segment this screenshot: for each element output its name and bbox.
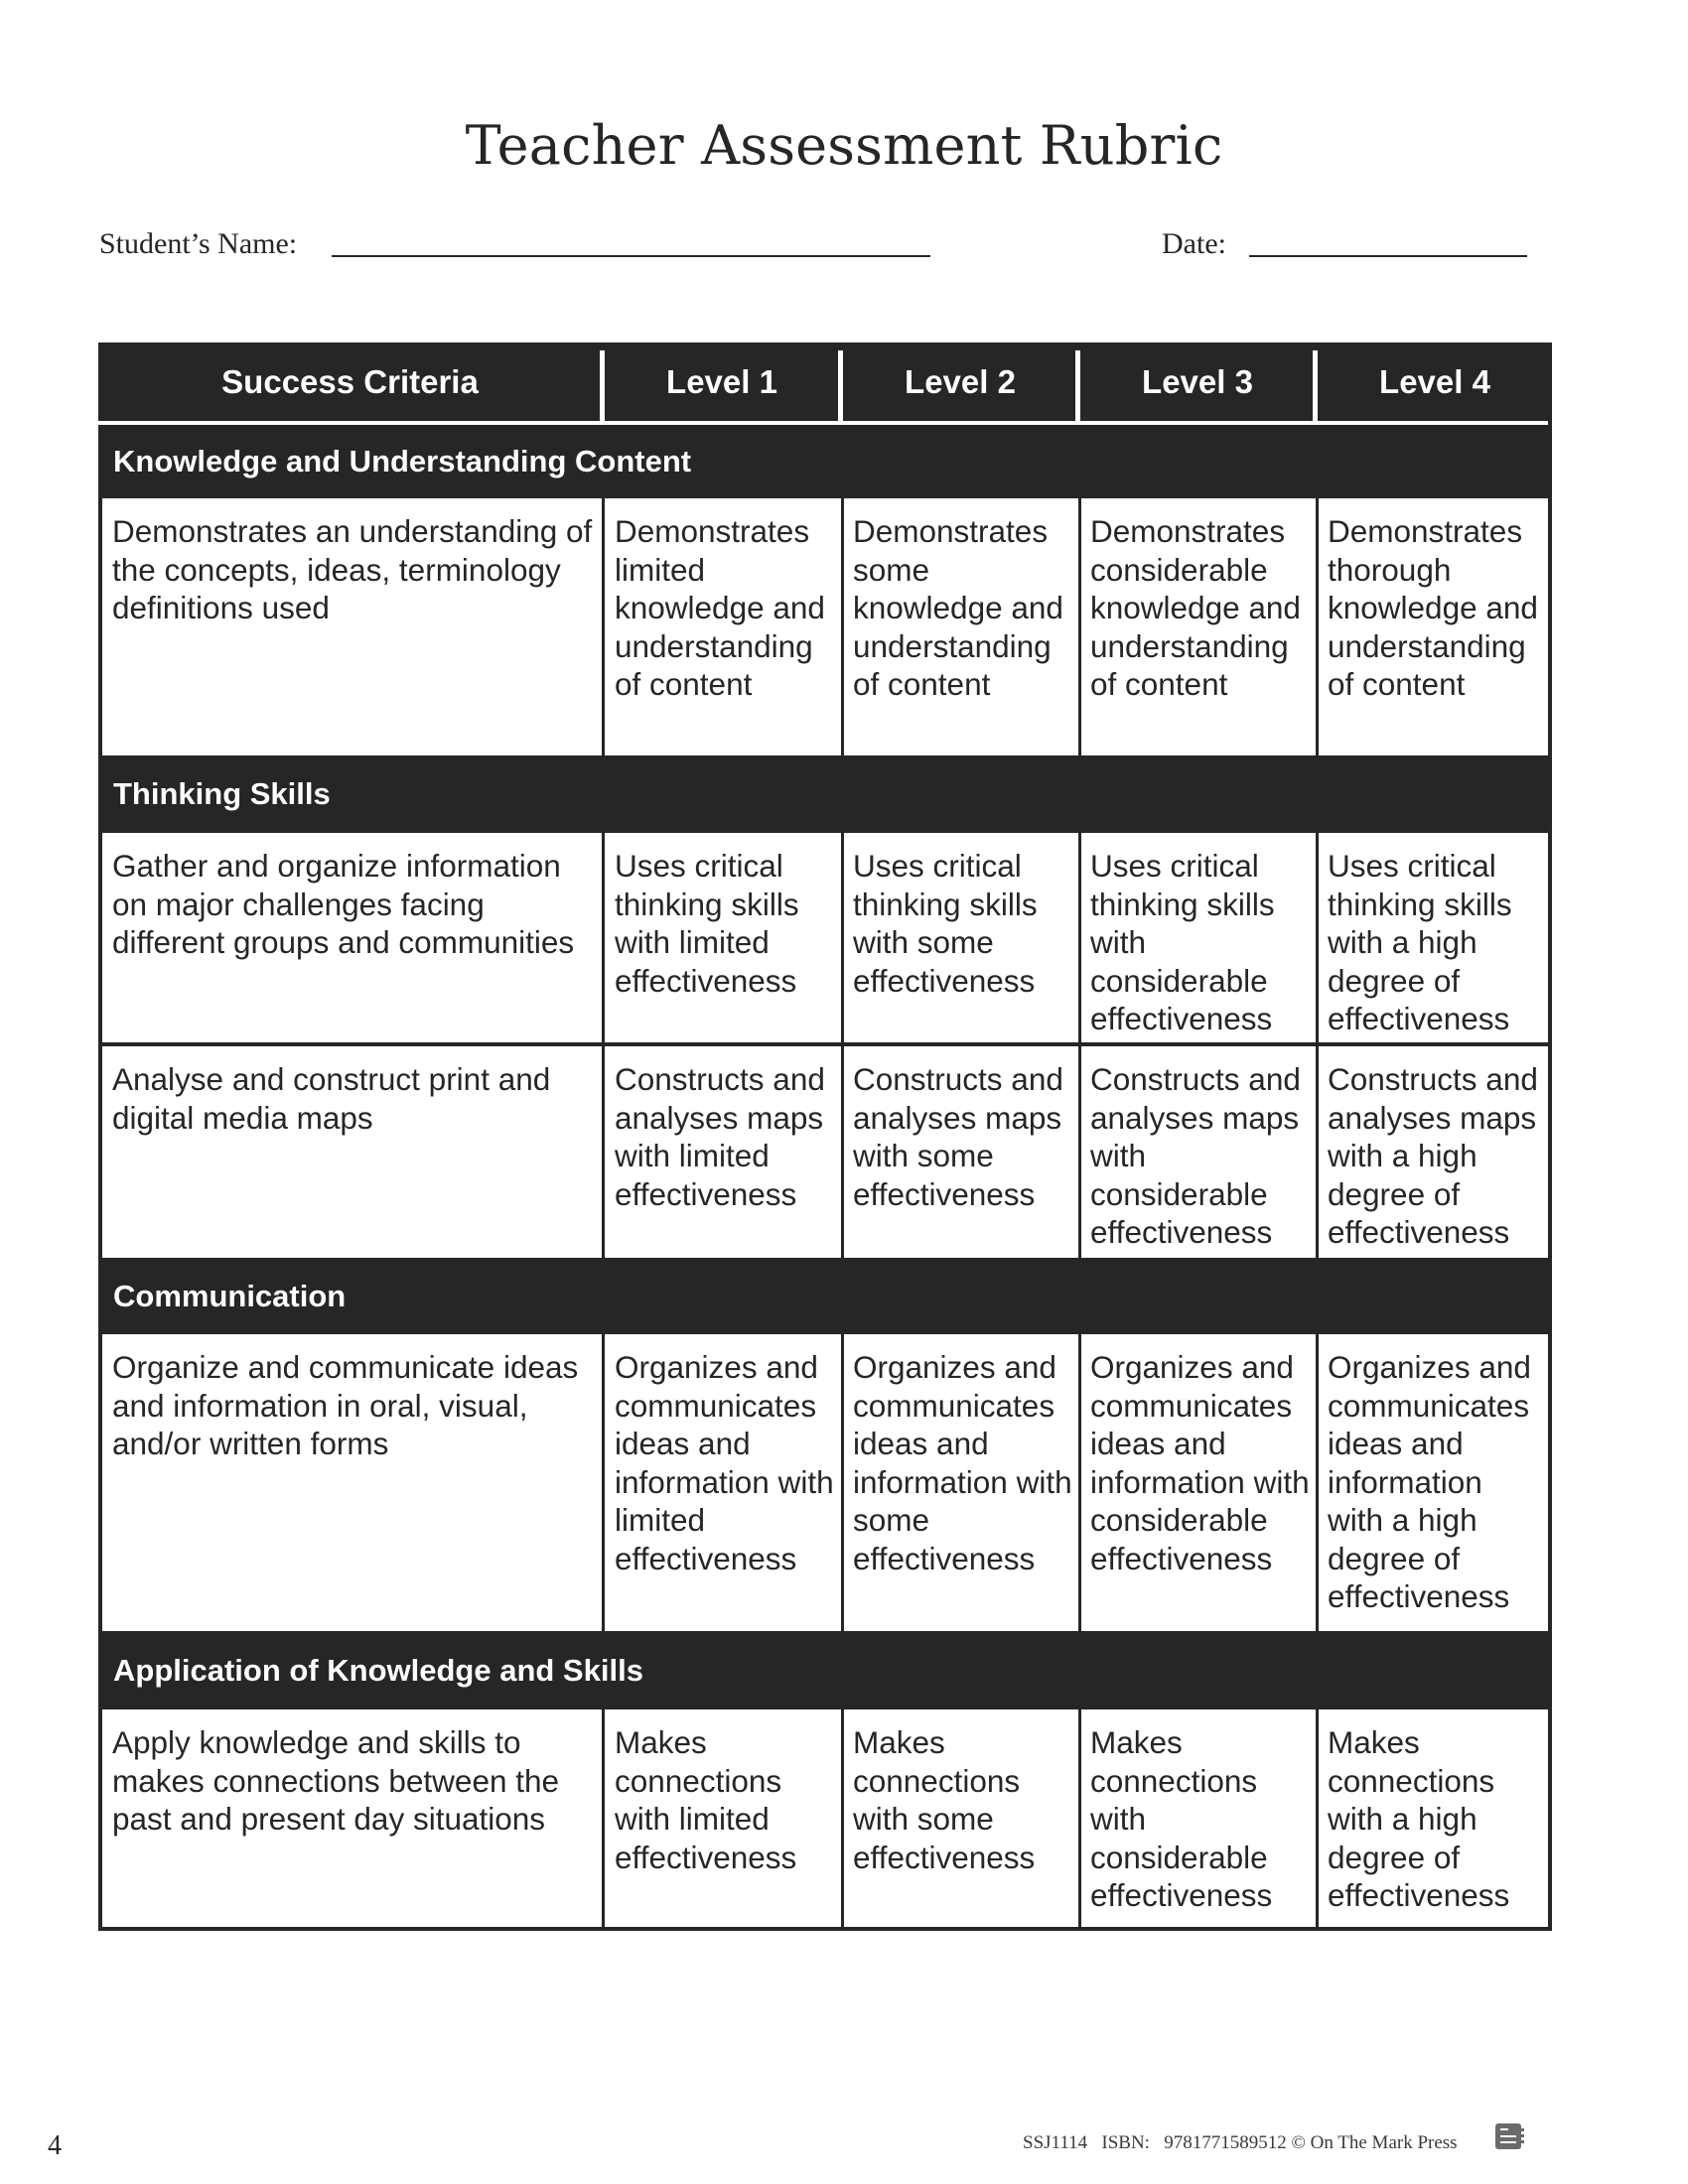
column-header-level-1: Level 1: [666, 363, 777, 400]
table-row: [102, 1046, 1548, 1258]
level-1-cell: Constructs and analyses maps with limited effectiveness: [615, 1061, 825, 1212]
level-4-cell: Constructs and analyses maps with a high degree of effectiveness: [1328, 1061, 1538, 1250]
page-title: Teacher Assessment Rubric: [465, 114, 1223, 177]
criteria-cell: Organize and communicate ideas and information in oral, visual, and/or written forms: [112, 1349, 579, 1461]
column-header-success-criteria: Success Criteria: [221, 363, 479, 400]
level-1-cell: Makes connections with limited effectiveness: [615, 1724, 797, 1875]
level-2-cell: Organizes and communicates ideas and information with some effectiveness: [853, 1349, 1072, 1576]
level-2-cell: Demonstrates some knowledge and understanding of content: [853, 513, 1063, 702]
section-application: Application of Knowledge and Skills: [98, 1631, 1552, 1709]
table-header: [98, 342, 1552, 421]
criteria-cell: Apply knowledge and skills to makes connections between the past and present day situations: [112, 1724, 560, 1837]
table-row: [102, 498, 1548, 755]
column-header-level-4: Level 4: [1379, 363, 1490, 400]
page-number: 4: [48, 2130, 62, 2161]
level-4-cell: Uses critical thinking skills with a high degree of effectiveness: [1328, 848, 1512, 1036]
column-header-level-3: Level 3: [1142, 363, 1253, 400]
level-3-cell: Makes connections with considerable effectiveness: [1090, 1724, 1273, 1913]
product-code: SSJ1114: [1023, 2132, 1088, 2153]
level-2-cell: Makes connections with some effectiveness: [853, 1724, 1036, 1875]
level-3-cell: Organizes and communicates ideas and information with considerable effectiveness: [1090, 1349, 1310, 1576]
level-4-cell: Demonstrates thorough knowledge and understanding of content: [1328, 513, 1538, 702]
level-3-cell: Demonstrates considerable knowledge and understanding of content: [1090, 513, 1301, 702]
level-1-cell: Organizes and communicates ideas and information with limited effectiveness: [615, 1349, 834, 1576]
isbn-number: 9781771589512: [1164, 2132, 1287, 2153]
footer-credit: [1023, 2132, 1458, 2154]
section-communication: Communication: [98, 1258, 1552, 1334]
criteria-cell: Analyse and construct print and digital media maps: [112, 1061, 551, 1136]
section-thinking-skills: Thinking Skills: [98, 755, 1552, 833]
table-row: [102, 1709, 1548, 1927]
date-field[interactable]: [1249, 255, 1527, 257]
level-3-cell: Constructs and analyses maps with considerable effectiveness: [1090, 1061, 1301, 1250]
section-knowledge-understanding: Knowledge and Understanding Content: [98, 425, 1552, 498]
level-4-cell: Makes connections with a high degree of effectiveness: [1328, 1724, 1510, 1913]
criteria-cell: Gather and organize information on major challenges facing different groups and communities: [112, 848, 575, 960]
level-2-cell: Constructs and analyses maps with some effectiveness: [853, 1061, 1063, 1212]
level-2-cell: Uses critical thinking skills with some effectiveness: [853, 848, 1038, 999]
level-3-cell: Uses critical thinking skills with considerable effectiveness: [1090, 848, 1275, 1036]
student-name-field[interactable]: [332, 255, 930, 257]
date-label: Date:: [1162, 227, 1226, 260]
book-icon: [1495, 2123, 1525, 2149]
student-name-label: Student’s Name:: [99, 227, 298, 260]
level-1-cell: Demonstrates limited knowledge and understanding of content: [615, 513, 825, 702]
rubric-table: [98, 342, 1552, 1931]
copyright: © On The Mark Press: [1291, 2132, 1458, 2153]
table-row: [102, 1334, 1548, 1631]
level-1-cell: Uses critical thinking skills with limited effectiveness: [615, 848, 799, 999]
isbn-label: ISBN:: [1101, 2132, 1150, 2153]
column-header-level-2: Level 2: [905, 363, 1016, 400]
criteria-cell: Demonstrates an understanding of the concepts, ideas, terminology definitions used: [112, 513, 593, 625]
table-row: [102, 833, 1548, 1044]
level-4-cell: Organizes and communicates ideas and information with a high degree of effectiveness: [1328, 1349, 1531, 1614]
